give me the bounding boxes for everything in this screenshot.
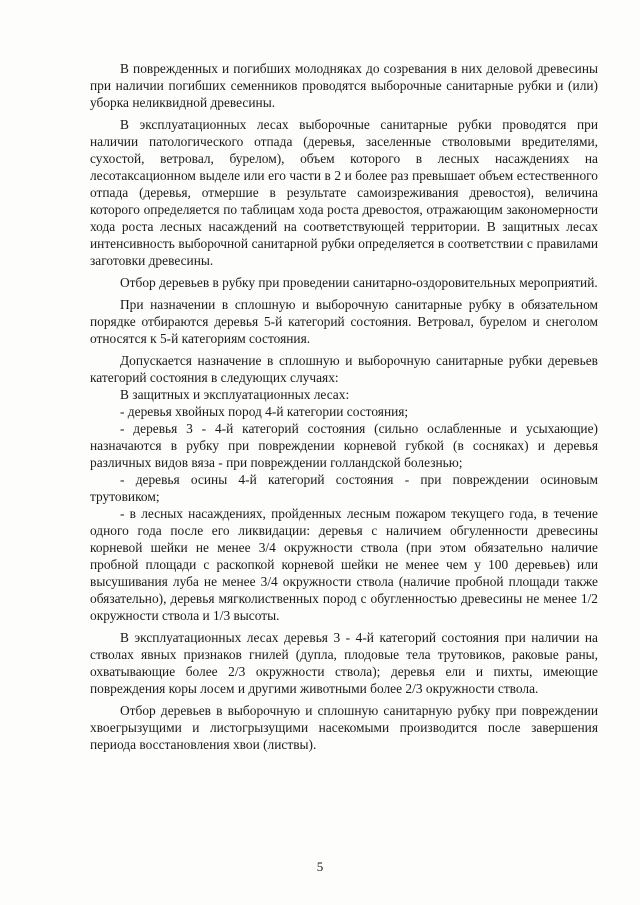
paragraph: В эксплуатационных лесах выборочные санитарные рубки проводятся при наличии патологического отпада (деревья, заселенные стволовыми вредителями, сухостой, ветровал, бурелом), объем которого в лесных насаждениях на лесотаксационном выделе или его части в 2 и более раз превышает объем естественного отпада (деревья, отмершие в результате самоизреживания древостоя), величина которого определяется по таблицам хода роста древостоя, отражающим закономерности хода роста лесных насаждений на соответствующей территории. В защитных лесах интенсивность выборочной санитарной рубки определяется в соответствии с правилами заготовки древесины. — [90, 117, 598, 268]
list-item: - деревья 3 - 4-й категорий состояния (сильно ослабленные и усыхающие) назначаются в рубку при повреждении корневой губкой (в сосняках) и деревья различных видов вяза - при повреждении голландской болезнью; — [90, 421, 598, 470]
paragraph: В защитных и эксплуатационных лесах: — [120, 387, 350, 402]
page-number: 5 — [316, 859, 324, 874]
paragraph: При назначении в сплошную и выборочную санитарные рубку в обязательном порядке отбираются деревья 5-й категорий состояния. Ветровал, бурелом и снеголом относятся к 5-й категориям состояния. — [90, 297, 598, 346]
list-item: - в лесных насаждениях, пройденных лесным пожаром текущего года, в течение одного года после его ликвидации: деревья с наличием обгуленности древесины корневой шейки не менее 3/4 окружности ствола (при этом обязательно наличие пробной площади с раскопкой корневой шейки не менее чем у 100 деревьев) или высушивания луба не менее 3/4 окружности ствола (наличие пробной площади также обязательно), деревья мягколиственных пород с обугленностью древесины не менее 1/2 окружности ствола и 1/3 высоты. — [90, 506, 598, 623]
paragraph: В поврежденных и погибших молодняках до созревания в них деловой древесины при наличии погибших семенников проводятся выборочные санитарные рубки и (или) уборка неликвидной древесины. — [90, 61, 598, 110]
list-item: - деревья осины 4-й категорий состояния - при повреждении осиновым трутовиком; — [90, 472, 598, 504]
paragraph: Отбор деревьев в выборочную и сплошную санитарную рубку при повреждении хвоегрызущими и листогрызущими насекомыми производится после завершения периода восстановления хвои (листвы). — [90, 703, 598, 752]
list-item: - деревья хвойных пород 4-й категории состояния; — [120, 404, 409, 419]
paragraph: Отбор деревьев в рубку при проведении санитарно-оздоровительных мероприятий. — [120, 275, 598, 290]
paragraph: Допускается назначение в сплошную и выборочную санитарные рубки деревьев категорий состояния в следующих случаях: — [90, 353, 598, 385]
paragraph: В эксплуатационных лесах деревья 3 - 4-й категорий состояния при наличии на стволах явных признаков гнилей (дупла, плодовые тела трутовиков, раковые раны, охватывающие более 2/3 окружности ствола); деревья ели и пихты, имеющие повреждения коры лосем и другими животными более 2/3 окружности ствола. — [90, 630, 598, 696]
document-body — [90, 60, 598, 753]
